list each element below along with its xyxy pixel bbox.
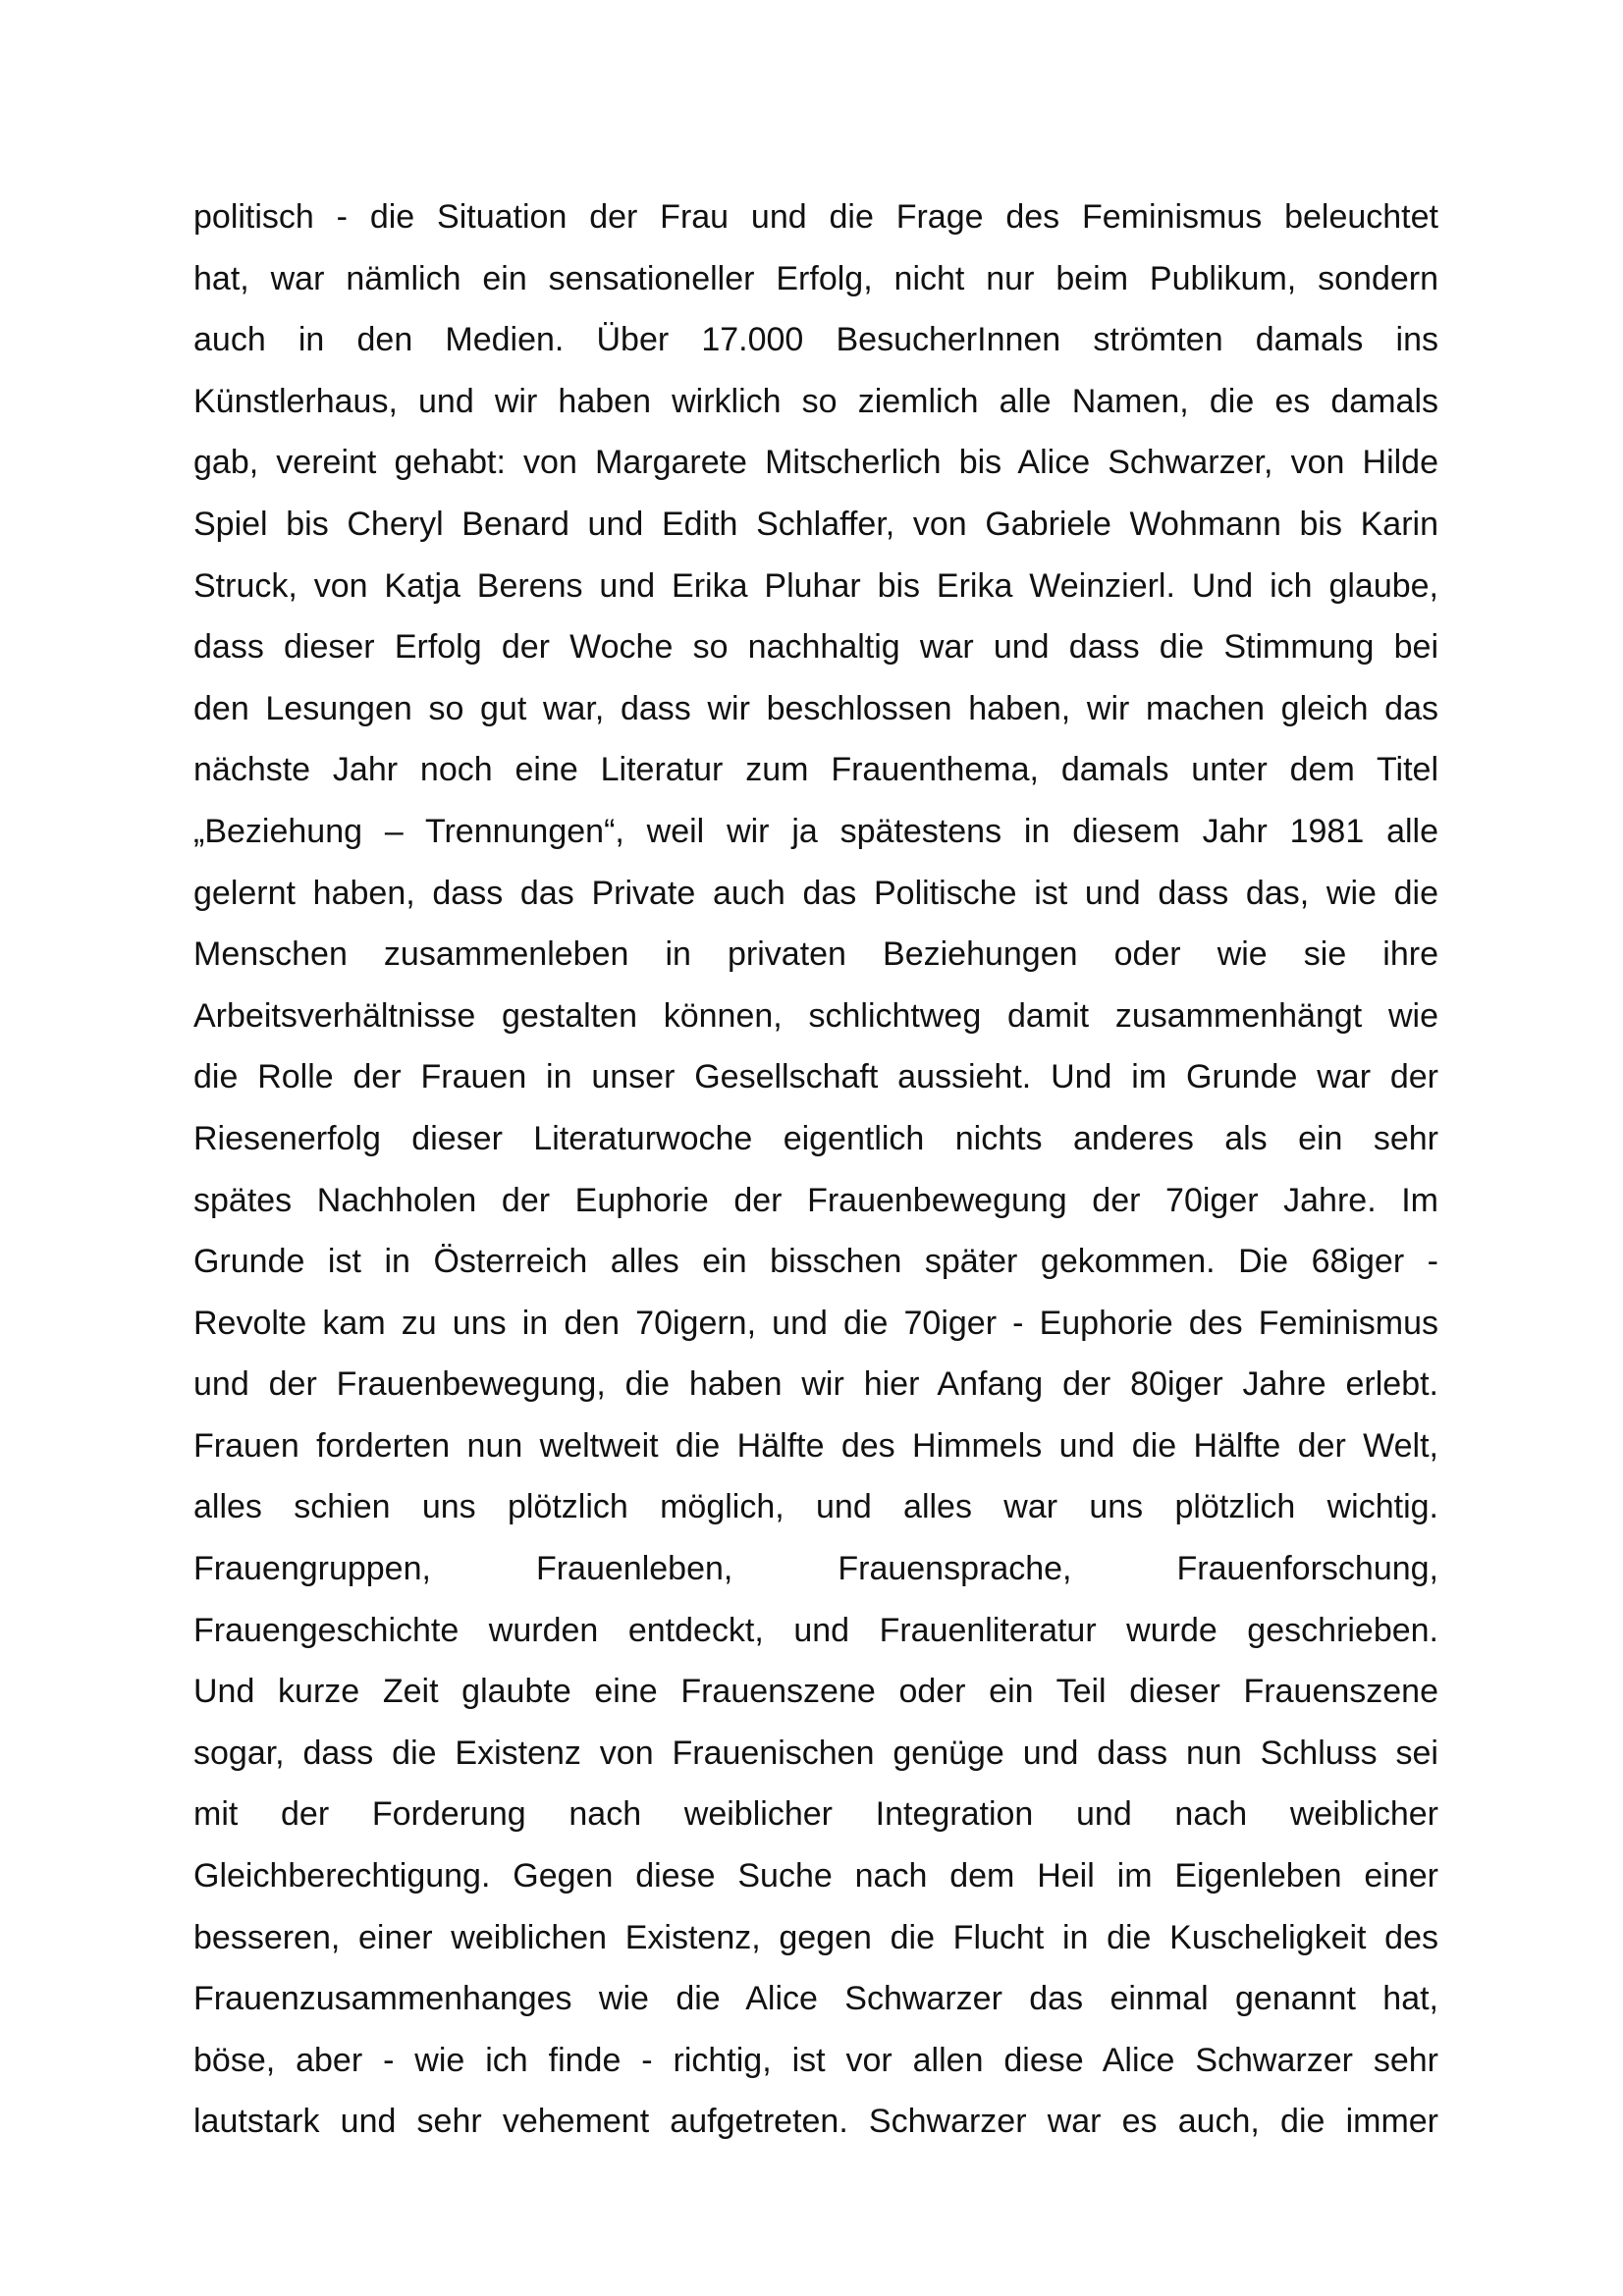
text-line: Riesenerfolg dieser Literaturwoche eigentlich nichts anderes als ein sehr — [193, 1119, 1438, 1157]
text-line: Und kurze Zeit glaubte eine Frauenszene oder ein Teil dieser Frauenszene — [193, 1673, 1438, 1711]
text-line: Menschen zusammenleben in privaten Beziehungen oder wie sie ihre — [193, 935, 1438, 974]
text-line: gelernt haben, dass das Private auch das Politische ist und dass das, wie die — [193, 874, 1438, 912]
text-line: nächste Jahr noch eine Literatur zum Frauenthema, damals unter dem Titel — [193, 751, 1438, 789]
text-line: Revolte kam zu uns in den 70igern, und die 70iger - Euphorie des Feminismus — [193, 1304, 1438, 1342]
text-line: Frauen forderten nun weltweit die Hälfte des Himmels und die Hälfte der Welt, — [193, 1426, 1438, 1465]
text-line: hat, war nämlich ein sensationeller Erfolg, nicht nur beim Publikum, sondern — [193, 259, 1438, 297]
text-line: mit der Forderung nach weiblicher Integration und nach weiblicher — [193, 1795, 1438, 1834]
text-line: lautstark und sehr vehement aufgetreten. Schwarzer war es auch, die immer — [193, 2103, 1438, 2141]
text-line: Künstlerhaus, und wir haben wirklich so ziemlich alle Namen, die es damals — [193, 382, 1438, 420]
text-line: spätes Nachholen der Euphorie der Frauenbewegung der 70iger Jahre. Im — [193, 1181, 1438, 1219]
text-line: Struck, von Katja Berens und Erika Pluhar bis Erika Weinzierl. Und ich glaube, — [193, 566, 1438, 605]
text-line: Frauengeschichte wurden entdeckt, und Frauenliteratur wurde geschrieben. — [193, 1611, 1438, 1649]
body-text — [193, 187, 1438, 2153]
text-line: besseren, einer weiblichen Existenz, gegen die Flucht in die Kuscheligkeit des — [193, 1918, 1438, 1956]
text-line: sogar, dass die Existenz von Frauenischen genüge und dass nun Schluss sei — [193, 1734, 1438, 1772]
text-line: gab, vereint gehabt: von Margarete Mitscherlich bis Alice Schwarzer, von Hilde — [193, 444, 1438, 482]
text-line: „Beziehung – Trennungen“, weil wir ja spätestens in diesem Jahr 1981 alle — [193, 812, 1438, 850]
text-line: Frauengruppen, Frauenleben, Frauensprache, Frauenforschung, — [193, 1550, 1438, 1588]
text-line: Gleichberechtigung. Gegen diese Suche nach dem Heil im Eigenleben einer — [193, 1857, 1438, 1896]
text-line: auch in den Medien. Über 17.000 BesucherInnen strömten damals ins — [193, 321, 1438, 359]
text-line: Grunde ist in Österreich alles ein bisschen später gekommen. Die 68iger - — [193, 1243, 1438, 1281]
text-line: Spiel bis Cheryl Benard und Edith Schlaffer, von Gabriele Wohmann bis Karin — [193, 505, 1438, 543]
text-line: den Lesungen so gut war, dass wir beschlossen haben, wir machen gleich das — [193, 689, 1438, 727]
text-line: politisch - die Situation der Frau und die Frage des Feminismus beleuchtet — [193, 198, 1438, 236]
text-line: Arbeitsverhältnisse gestalten können, schlichtweg damit zusammenhängt wie — [193, 996, 1438, 1035]
text-line: Frauenzusammenhanges wie die Alice Schwarzer das einmal genannt hat, — [193, 1980, 1438, 2018]
text-line: die Rolle der Frauen in unser Gesellschaft aussieht. Und im Grunde war der — [193, 1058, 1438, 1096]
text-line: dass dieser Erfolg der Woche so nachhaltig war und dass die Stimmung bei — [193, 628, 1438, 667]
text-line: und der Frauenbewegung, die haben wir hier Anfang der 80iger Jahre erlebt. — [193, 1365, 1438, 1404]
text-line: alles schien uns plötzlich möglich, und alles war uns plötzlich wichtig. — [193, 1488, 1438, 1526]
text-line: böse, aber - wie ich finde - richtig, ist vor allen diese Alice Schwarzer sehr — [193, 2041, 1438, 2079]
